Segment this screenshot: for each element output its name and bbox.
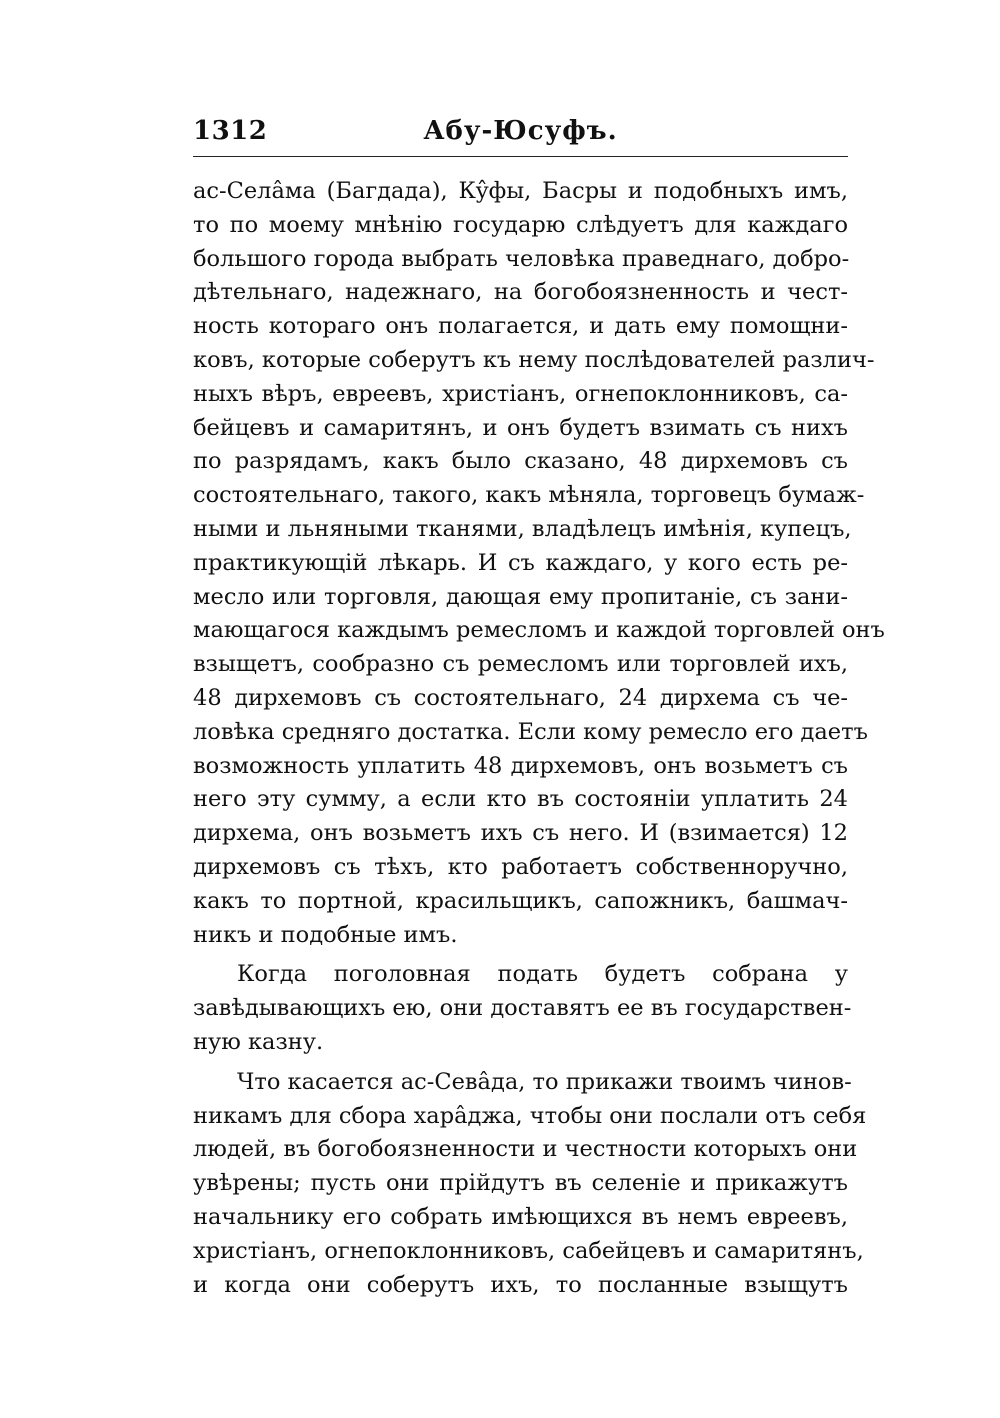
text-line: завѣдывающихъ ею, они доставятъ ее въ государствен- bbox=[193, 995, 852, 1022]
text-line: ность котораго онъ полагается, и дать ему помощни- bbox=[193, 313, 848, 340]
text-line: состоятельнаго, такого, какъ мѣняла, торговецъ бумаж- bbox=[193, 482, 865, 509]
paragraph-2 bbox=[193, 958, 852, 1059]
running-title: Абу-Юсуфъ. bbox=[423, 116, 618, 146]
text-line: никъ и подобные имъ. bbox=[193, 921, 458, 948]
book-page bbox=[193, 112, 885, 1308]
text-line: Когда поголовная подать будетъ собрана у bbox=[237, 961, 848, 988]
text-line: практикующій лѣкарь. И съ каждаго, у кого есть ре- bbox=[193, 549, 848, 576]
text-line: начальнику его собрать имѣющихся въ немъ евреевъ, bbox=[193, 1203, 848, 1230]
text-line: увѣрены; пусть они прійдутъ въ селеніе и прикажутъ bbox=[193, 1170, 848, 1197]
paragraph-3 bbox=[193, 1066, 867, 1303]
text-line: дирхемовъ съ тѣхъ, кто работаетъ собственноручно, bbox=[193, 853, 848, 880]
text-line: ловѣка средняго достатка. Если кому ремесло его даетъ bbox=[193, 718, 868, 745]
text-line: возможность уплатить 48 дирхемовъ, онъ возьметъ съ bbox=[193, 752, 848, 779]
text-line: взыщетъ, сообразно съ ремесломъ или торговлей ихъ, bbox=[193, 651, 848, 678]
page-header bbox=[193, 112, 848, 157]
text-line: и когда они соберутъ ихъ, то посланные взыщутъ bbox=[193, 1271, 848, 1298]
text-line: мающагося каждымъ ремесломъ и каждой торговлей онъ bbox=[193, 617, 885, 644]
text-line: ную казну. bbox=[193, 1028, 324, 1055]
text-line: какъ то портной, красильщикъ, сапожникъ, башмач- bbox=[193, 887, 848, 914]
text-line: то по моему мнѣнію государю слѣдуетъ для каждаго bbox=[193, 211, 848, 238]
text-line: по разрядамъ, какъ было сказано, 48 дирхемовъ съ bbox=[193, 448, 848, 475]
text-line: месло или торговля, дающая ему пропитаніе, съ зани- bbox=[193, 583, 848, 610]
text-line: ас-Селâма (Багдада), Кŷфы, Басры и подобныхъ имъ, bbox=[193, 178, 848, 204]
text-line: дирхема, онъ возьметъ ихъ съ него. И (взимается) 12 bbox=[193, 820, 848, 847]
text-line: Что касается ас-Севâда, то прикажи твоимъ чинов- bbox=[237, 1068, 852, 1095]
body-text bbox=[193, 175, 885, 1302]
text-line: людей, въ богобоязненности и честности которыхъ они bbox=[193, 1136, 858, 1163]
text-line: 48 дирхемовъ съ состоятельнаго, 24 дирхема съ че- bbox=[193, 684, 848, 711]
text-line: ковъ, которые соберутъ къ нему послѣдователей различ- bbox=[193, 346, 875, 373]
text-line: ными и льняными тканями, владѣлецъ имѣнія, купецъ, bbox=[193, 515, 852, 542]
paragraph-1 bbox=[193, 175, 885, 952]
text-line: него эту сумму, а если кто въ состояніи уплатить 24 bbox=[193, 786, 848, 813]
text-line: большого города выбрать человѣка праведнаго, добро- bbox=[193, 245, 850, 272]
text-line: ныхъ вѣръ, евреевъ, христіанъ, огнепоклонниковъ, са- bbox=[193, 380, 848, 407]
text-line: христіанъ, огнепоклонниковъ, сабейцевъ и самаритянъ, bbox=[193, 1237, 864, 1264]
text-line: дѣтельнаго, надежнаго, на богобоязненность и чест- bbox=[193, 279, 848, 306]
page-number: 1312 bbox=[193, 116, 268, 146]
text-line: бейцевъ и самаритянъ, и онъ будетъ взимать съ нихъ bbox=[193, 414, 848, 441]
text-line: никамъ для сбора харâджа, чтобы они послали отъ себя bbox=[193, 1102, 867, 1129]
